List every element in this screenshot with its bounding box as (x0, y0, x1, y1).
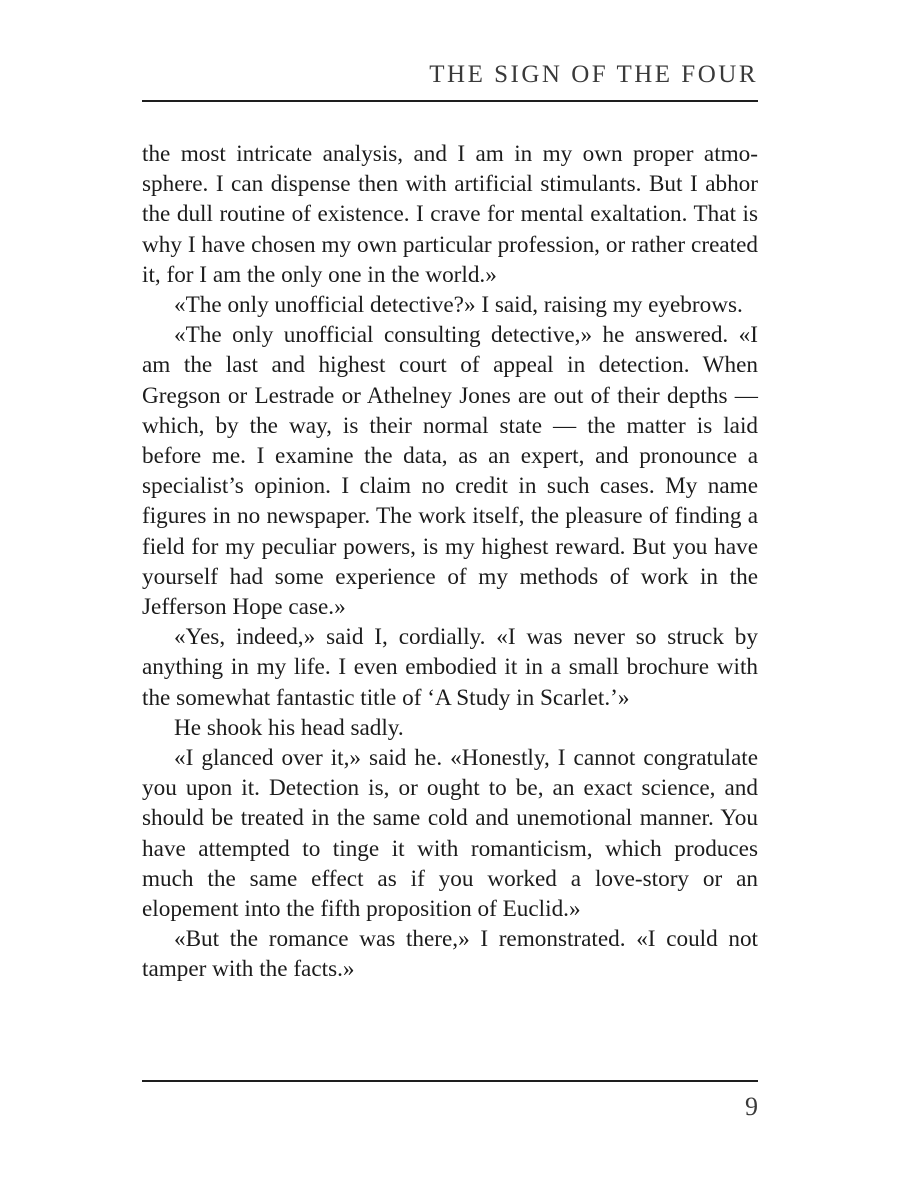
body-text (142, 139, 758, 985)
running-head-title: THE SIGN OF THE FOUR (429, 61, 758, 88)
paragraph-7: «But the romance was there,» I remonstrated. «I could not tamper with the facts.» (142, 926, 758, 983)
paragraph-2: «The only unofficial detective?» I said, raising my eyebrows. (174, 292, 743, 319)
paragraph-3: «The only unofficial consulting detective,» he answered. «I am the last and highest court of appeal in detection. When Gregson or Lestrade or Athelney Jones are out of their depths — which, by the way, is their normal state — the matter is laid before me. I examine the data, as an expert, and pronounce a specialist’s opinion. I claim no credit in such cases. My name figures in no newspaper. The work itself, the pleasure of finding a field for my peculiar powers, is my highest reward. But you have yourself had some experience of my methods of work in the Jefferson Hope case.» (142, 322, 758, 621)
paragraph-6: «I glanced over it,» said he. «Honestly, I cannot congratulate you upon it. Detection is, or ought to be, an exact science, and should be treated in the same cold and unemotional manner. You have attempted to tinge it with romanticism, which produces much the same effect as if you worked a love-story or an elopement into the fifth proposition of Euclid.» (142, 745, 758, 923)
header-rule (142, 100, 758, 102)
paragraph-4: «Yes, indeed,» said I, cordially. «I was never so struck by anything in my life. I even embodied it in a small brochure with the somewhat fantastic title of ‘A Study in Scarlet.’» (142, 624, 758, 711)
paragraph-5: He shook his head sadly. (174, 714, 404, 741)
footer-rule (142, 1080, 758, 1082)
page-number: 9 (745, 1092, 758, 1121)
paragraph-1: the most intricate analysis, and I am in my own proper atmosphere. I can dispense then with artificial stimulants. But I abhor the dull routine of existence. I crave for mental exaltation. That is why I have chosen my own particular profession, or rather created it, for I am the only one in the world.» (142, 141, 758, 288)
